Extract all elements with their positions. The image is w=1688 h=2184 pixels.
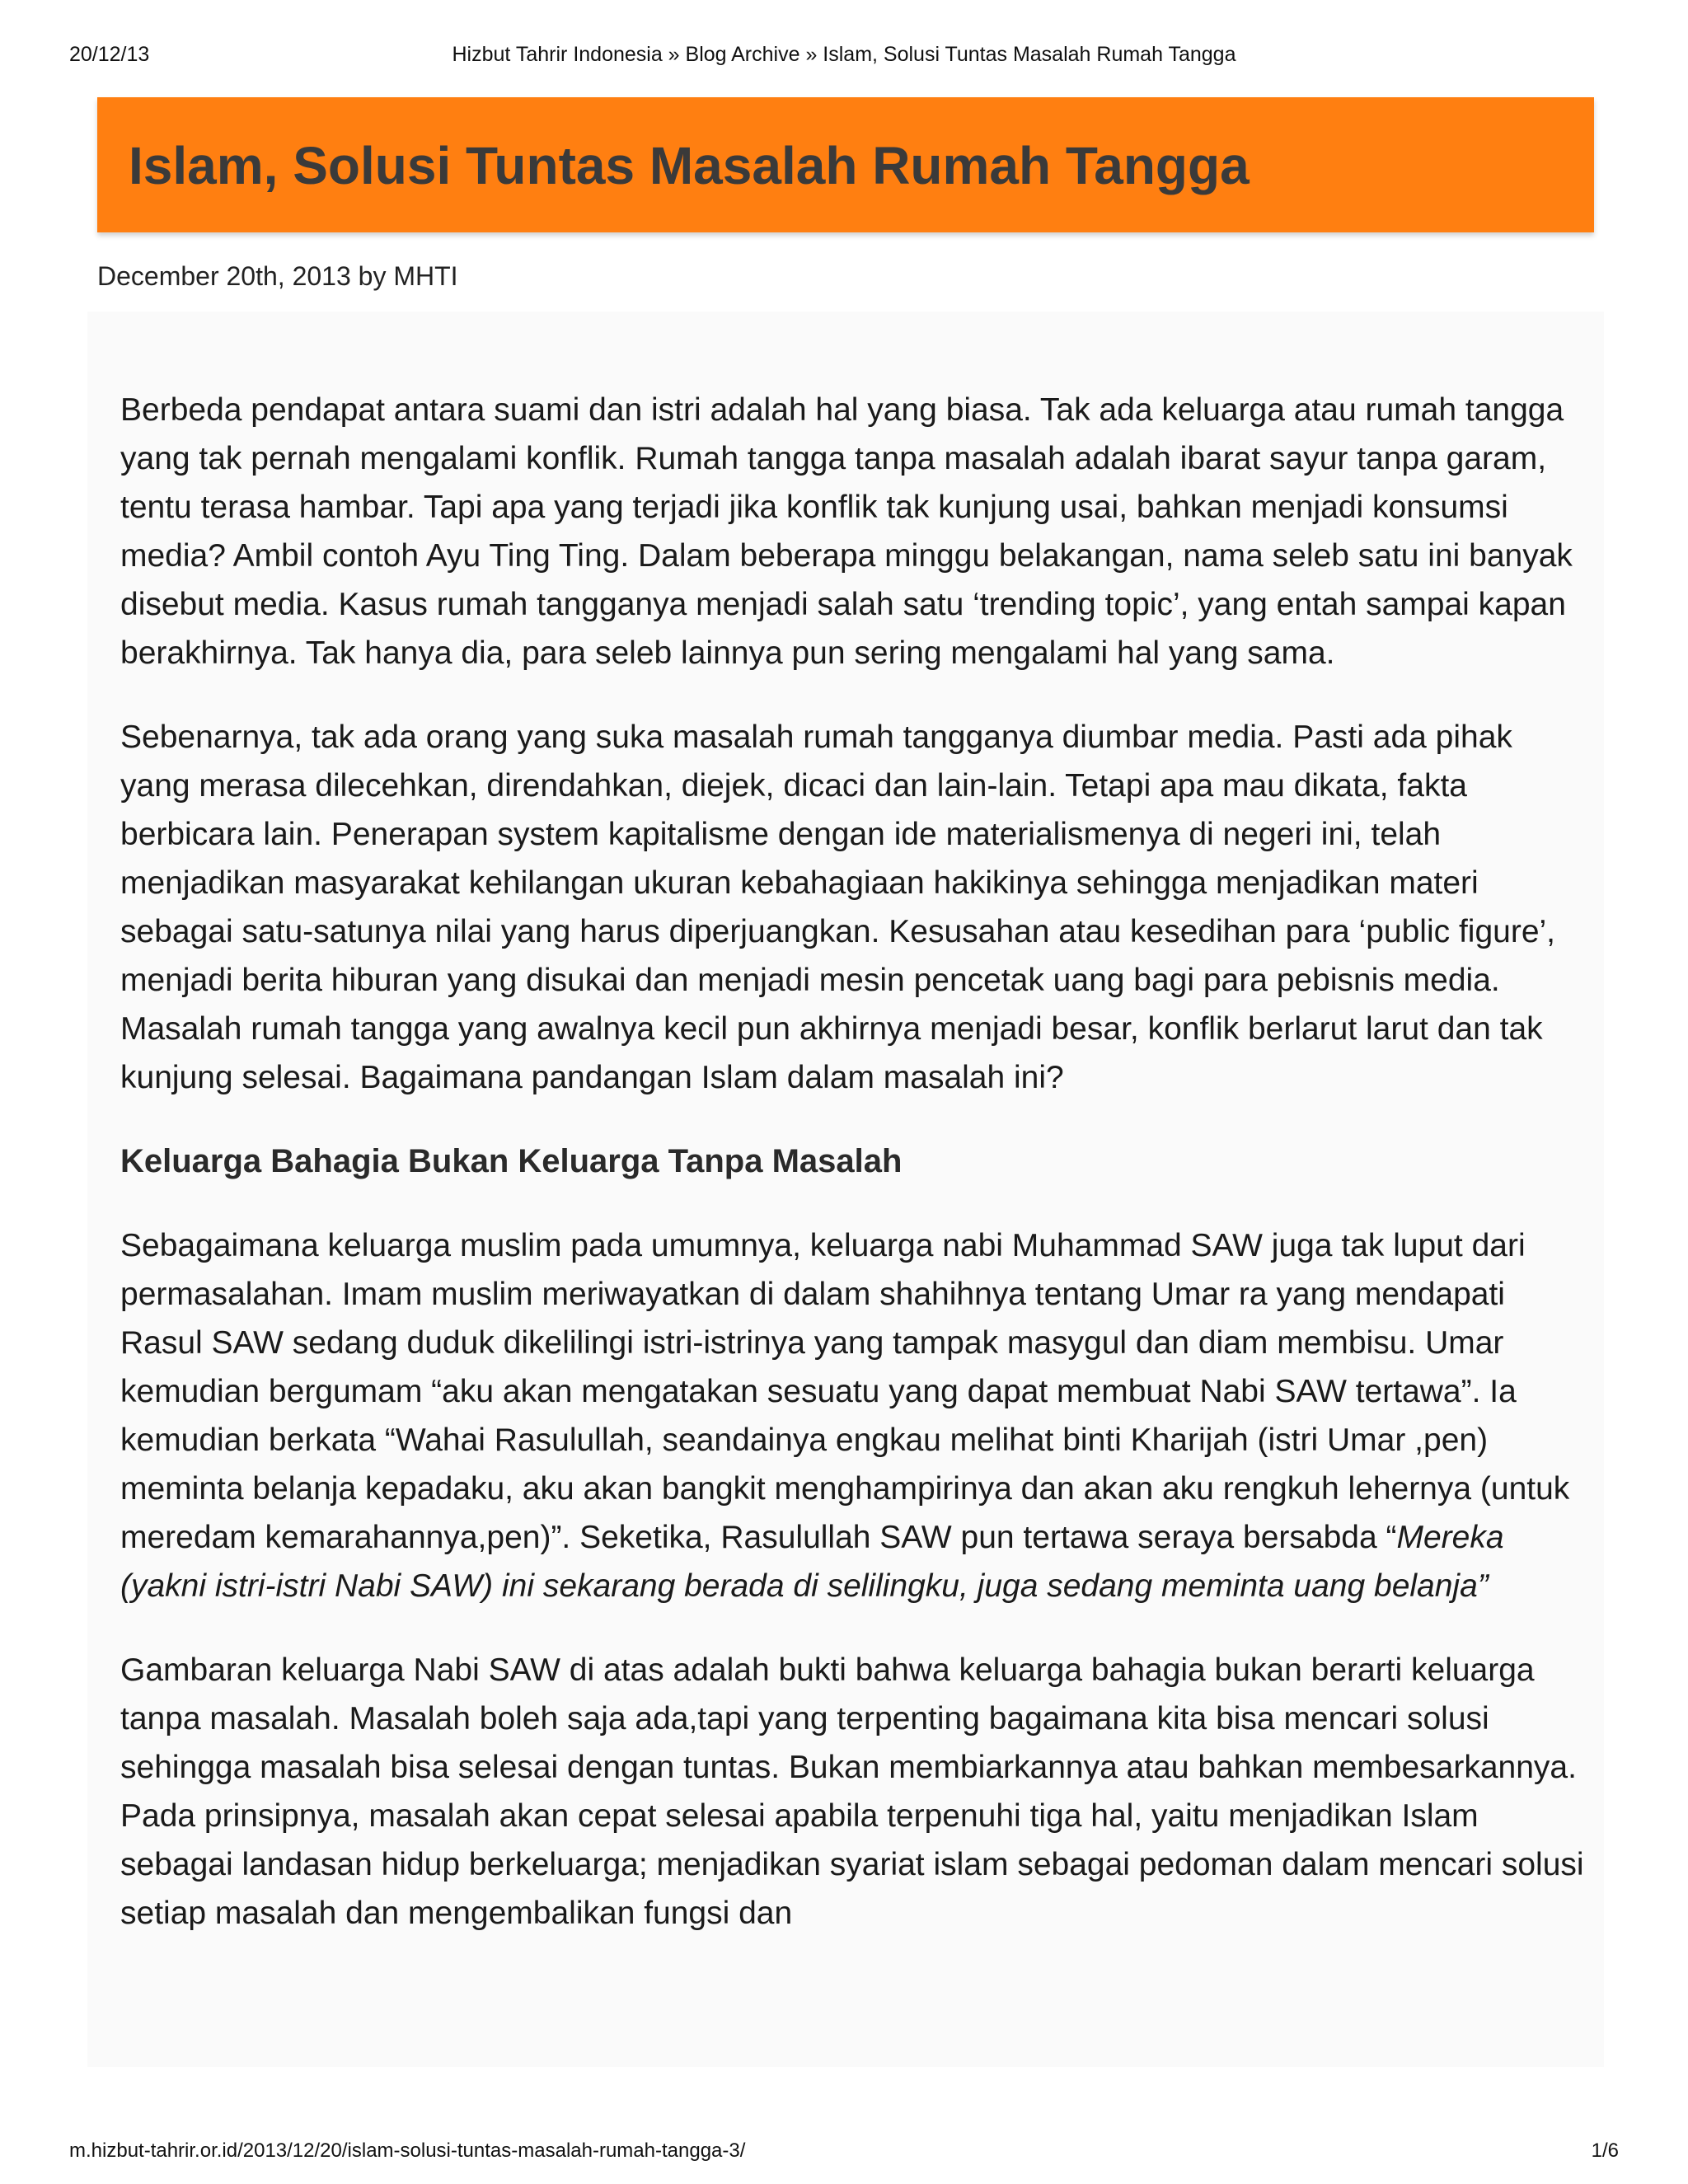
article-body xyxy=(120,386,1587,1973)
article-title: Islam, Solusi Tuntas Masalah Rumah Tangga xyxy=(129,136,1250,195)
paragraph-1: Berbeda pendapat antara suami dan istri adalah hal yang biasa. Tak ada keluarga atau rumah tangga yang tak pernah mengalami konflik. Rumah tangga tanpa masalah adalah ibarat sayur tanpa garam, tentu terasa hambar. Tapi apa yang terjadi jika konflik tak kunjung usai, bahkan menjadi konsumsi media? Ambil contoh Ayu Ting Ting. Dalam beberapa minggu belakangan, nama seleb satu ini banyak disebut media. Kasus rumah tangganya menjadi salah satu ‘trending topic’, yang entah sampai kapan berakhirnya. Tak hanya dia, para seleb lainnya pun sering mengalami hal yang sama. xyxy=(120,392,1573,671)
paragraph-3-text: Sebagaimana keluarga muslim pada umumnya, keluarga nabi Muhammad SAW juga tak luput dari permasalahan. Imam muslim meriwayatkan di dalam shahihnya tentang Umar ra yang mendapati Rasul SAW sedang duduk dikelilingi istri-istrinya yang tampak masygul dan diam membisu. Umar kemudian bergumam “aku akan mengatakan sesuatu yang dapat membuat Nabi SAW tertawa”. Ia kemudian berkata “Wahai Rasulullah, seandainya engkau melihat binti Kharijah (istri Umar ,pen) meminta belanja kepadaku, aku akan bangkit menghampirinya dan akan aku rengkuh lehernya (untuk meredam kemarahannya,pen)”. Seketika, Rasulullah SAW pun tertawa seraya bersabda “ xyxy=(120,1228,1570,1555)
section-heading: Keluarga Bahagia Bukan Keluarga Tanpa Masalah xyxy=(120,1143,903,1179)
paragraph-3-quote: Mereka (yakni istri-istri Nabi SAW) ini sekarang berada di selilingku, juga sedang meminta uang belanja” xyxy=(120,1520,1504,1604)
paragraph-4: Gambaran keluarga Nabi SAW di atas adalah bukti bahwa keluarga bahagia bukan berarti keluarga tanpa masalah. Masalah boleh saja ada,tapi yang terpenting bagaimana kita bisa mencari solusi sehingga masalah bisa selesai dengan tuntas. Bukan membiarkannya atau bahkan membesarkannya. Pada prinsipnya, masalah akan cepat selesai apabila terpenuhi tiga hal, yaitu menjadikan Islam sebagai landasan hidup berkeluarga; menjadikan syariat islam sebagai pedoman dalam mencari solusi setiap masalah dan mengembalikan fungsi dan xyxy=(120,1652,1584,1931)
print-page-title: Hizbut Tahrir Indonesia » Blog Archive » Islam, Solusi Tuntas Masalah Rumah Tangga xyxy=(452,43,1236,66)
article-byline: December 20th, 2013 by MHTI xyxy=(97,261,458,291)
article-title-bar xyxy=(97,97,1594,232)
print-page-number: 1/6 xyxy=(1591,2139,1619,2162)
print-date: 20/12/13 xyxy=(69,43,150,66)
paragraph-2: Sebenarnya, tak ada orang yang suka masalah rumah tangganya diumbar media. Pasti ada pihak yang merasa dilecehkan, direndahkan, diejek, dicaci dan lain-lain. Tetapi apa mau dikata, fakta berbicara lain. Penerapan system kapitalisme dengan ide materialismenya di negeri ini, telah menjadikan masyarakat kehilangan ukuran kebahagiaan hakikinya sehingga menjadikan materi sebagai satu-satunya nilai yang harus diperjuangkan. Kesusahan atau kesedihan para ‘public figure’, menjadi berita hiburan yang disukai dan menjadi mesin pencetak uang bagi para pebisnis media. Masalah rumah tangga yang awalnya kecil pun akhirnya menjadi besar, konflik berlarut larut dan tak kunjung selesai. Bagaimana pandangan Islam dalam masalah ini? xyxy=(120,719,1556,1095)
print-header xyxy=(0,43,1688,76)
paragraph-3 xyxy=(120,1221,1587,1610)
print-url: m.hizbut-tahrir.or.id/2013/12/20/islam-solusi-tuntas-masalah-rumah-tangga-3/ xyxy=(69,2139,746,2162)
